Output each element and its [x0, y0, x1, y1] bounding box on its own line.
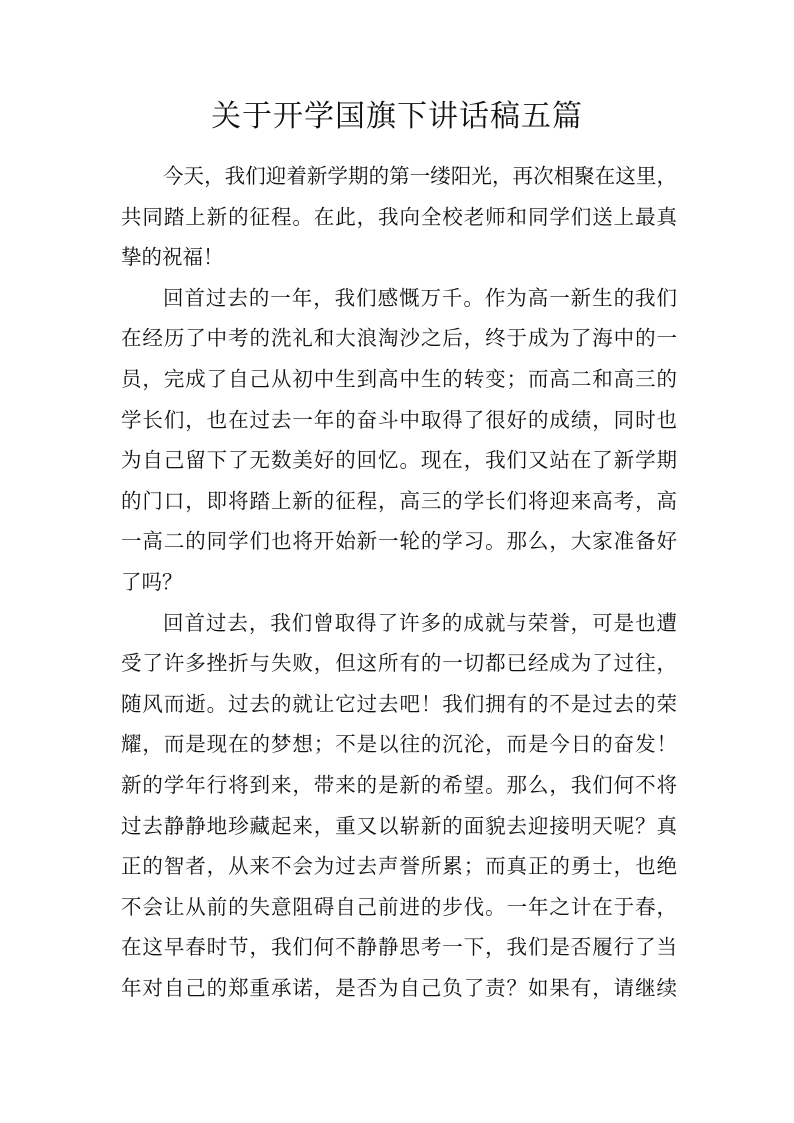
- paragraph-2-line-3: 员，完成了自己从初中生到高中生的转变；而高二和高三的: [121, 366, 677, 391]
- paragraph-3-line-6: 过去静静地珍藏起来，重又以崭新的面貌去迎接明天呢？真: [121, 813, 677, 838]
- paragraph-1-line-3: 挚的祝福！: [121, 245, 224, 270]
- document-title: 关于开学国旗下讲话稿五篇: [211, 99, 583, 134]
- paragraph-3-line-8: 不会让从前的失意阻碍自己前进的步伐。一年之计在于春，: [121, 894, 677, 919]
- paragraph-1-line-2: 共同踏上新的征程。在此，我向全校老师和同学们送上最真: [121, 204, 677, 229]
- paragraph-3-line-1: 回首过去，我们曾取得了许多的成就与荣誉，可是也遭: [163, 610, 677, 635]
- paragraph-3-line-4: 耀，而是现在的梦想；不是以往的沉沦，而是今日的奋发！: [121, 732, 677, 757]
- paragraph-2-line-2: 在经历了中考的洗礼和大浪淘沙之后，终于成为了海中的一: [121, 326, 677, 351]
- paragraph-3-line-7: 正的智者，从来不会为过去声誉所累；而真正的勇士，也绝: [121, 854, 677, 879]
- paragraph-2-line-4: 学长们，也在过去一年的奋斗中取得了很好的成绩，同时也: [121, 407, 677, 432]
- paragraph-3-line-9: 在这早春时节，我们何不静静思考一下，我们是否履行了当: [121, 935, 677, 960]
- document-body: [121, 156, 677, 1008]
- paragraph-2-line-6: 的门口，即将踏上新的征程，高三的学长们将迎来高考，高: [121, 488, 677, 513]
- paragraph-3-line-10: 年对自己的郑重承诺，是否为自己负了责？如果有，请继续: [121, 975, 677, 1000]
- paragraph-2-line-8: 了吗？: [121, 569, 183, 594]
- paragraph-3-line-3: 随风而逝。过去的就让它过去吧！我们拥有的不是过去的荣: [121, 691, 677, 716]
- paragraph-2-line-5: 为自己留下了无数美好的回忆。现在，我们又站在了新学期: [121, 448, 677, 473]
- paragraph-3-line-2: 受了许多挫折与失败，但这所有的一切都已经成为了过往，: [121, 651, 677, 676]
- paragraph-2-line-7: 一高二的同学们也将开始新一轮的学习。那么，大家准备好: [121, 529, 677, 554]
- paragraph-2-line-1: 回首过去的一年，我们感慨万千。作为高一新生的我们: [163, 285, 677, 310]
- paragraph-1-line-1: 今天，我们迎着新学期的第一缕阳光，再次相聚在这里，: [163, 164, 677, 188]
- paragraph-3-line-5: 新的学年行将到来，带来的是新的希望。那么，我们何不将: [121, 772, 677, 797]
